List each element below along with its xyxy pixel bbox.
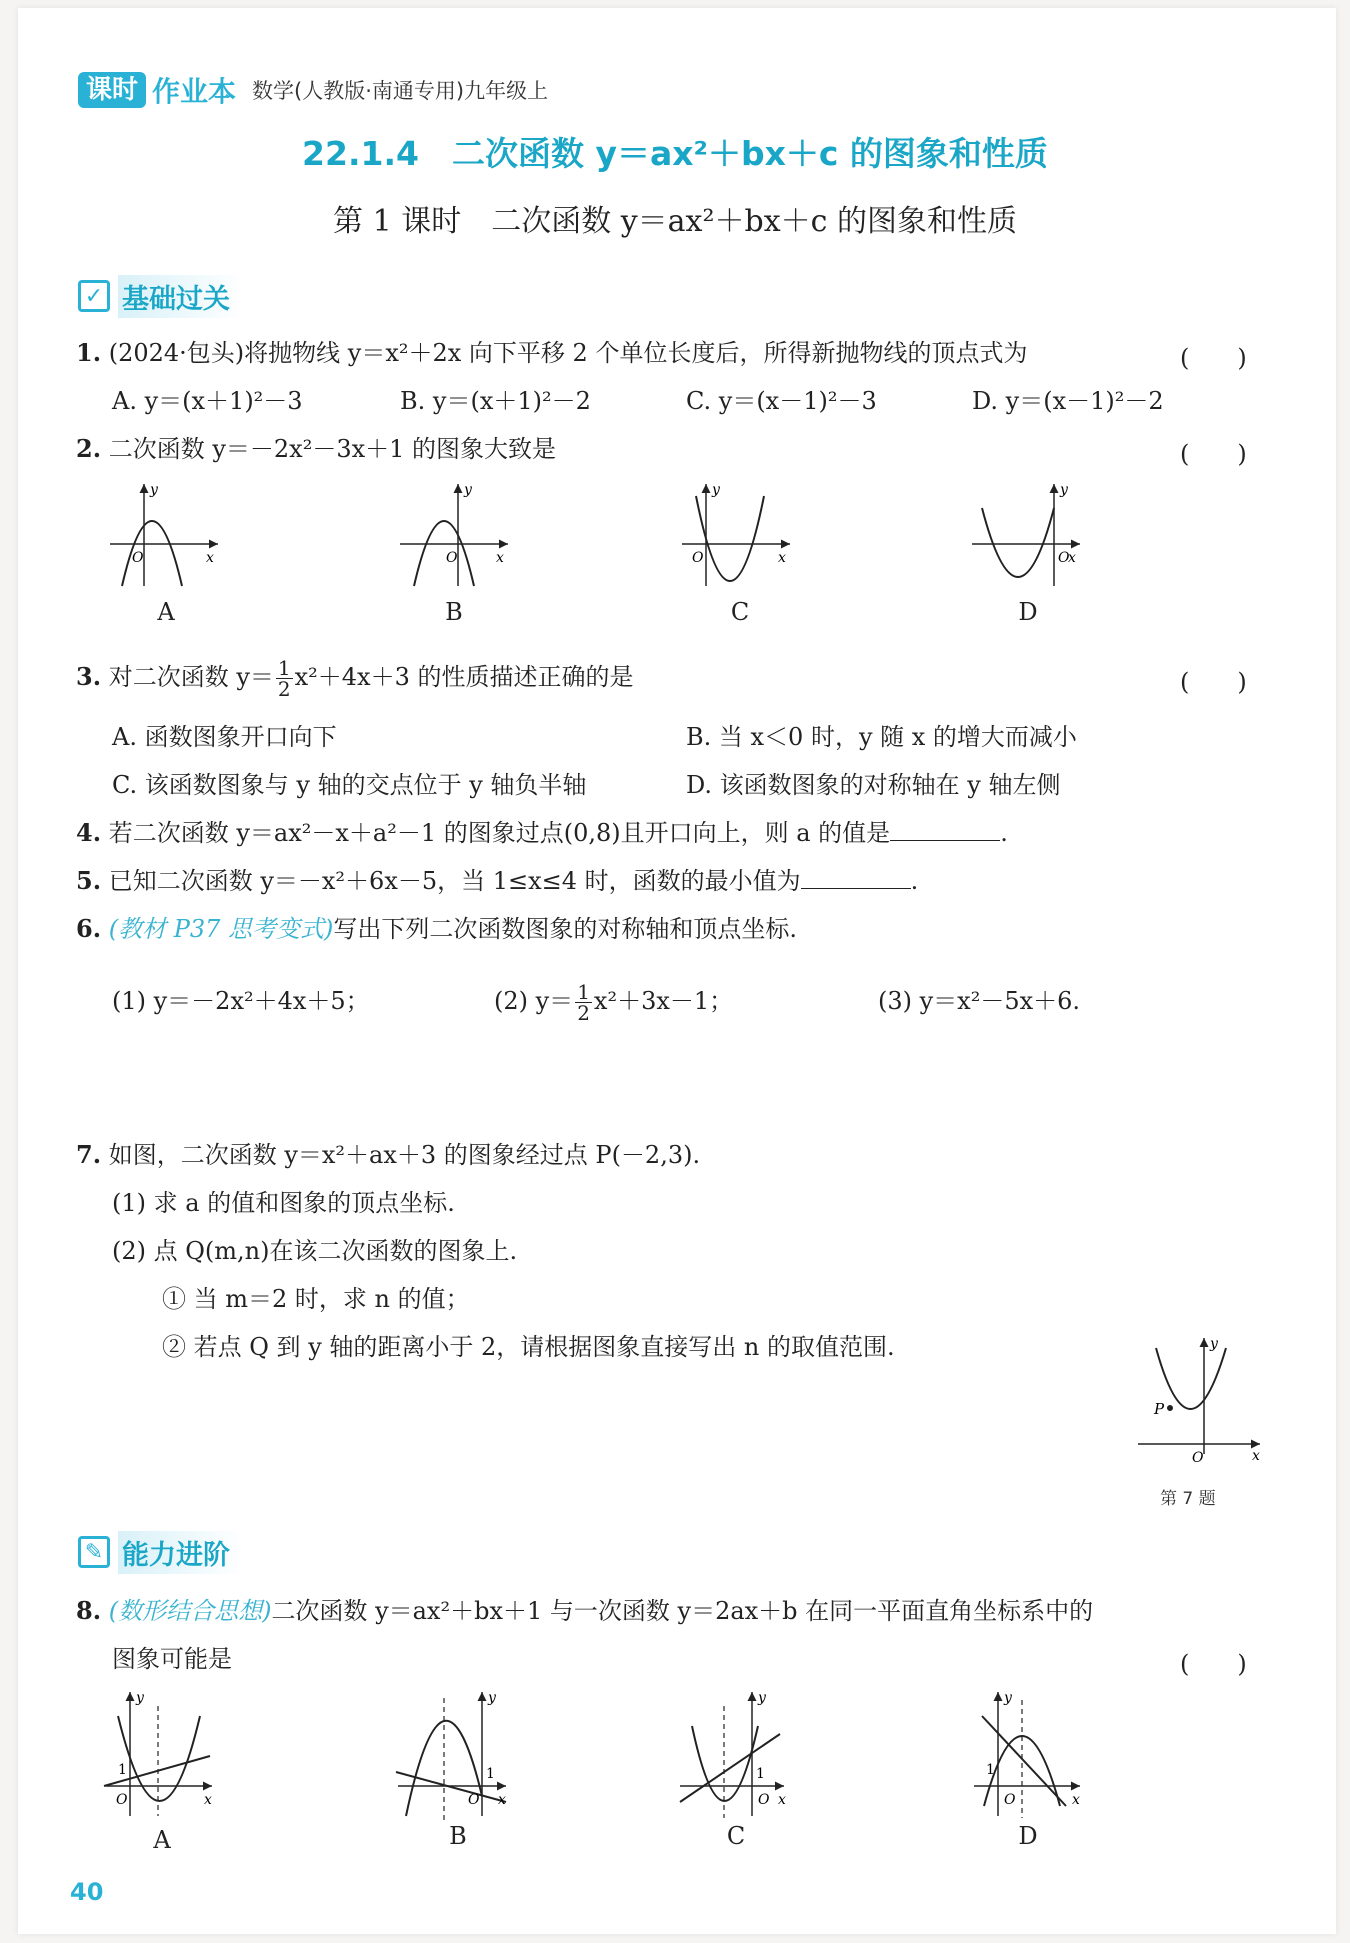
question-text: (2024·包头)将抛物线 y＝x²＋2x 向下平移 2 个单位长度后，所得新抛物线的顶点式为 [108,339,1028,367]
q2-graphs [100,476,1280,596]
question-text: x²＋4x＋3 的性质描述正确的是 [294,663,634,691]
question-number: 4. [76,818,102,847]
axis-x-label: x [1072,1792,1080,1808]
q7-figure [1130,1330,1270,1470]
q7-sub-2b: ② 若点 Q 到 y 轴的距离小于 2，请根据图象直接写出 n 的取值范围. [162,1333,895,1361]
answer-blank[interactable] [801,866,911,889]
page-number: 40 [70,1878,104,1906]
axis-x-label: x [778,550,786,566]
question-text: 对二次函数 y＝ [108,663,274,691]
question-text: 写出下列二次函数图象的对称轴和顶点坐标. [333,915,798,943]
fraction-numerator: 1 [277,656,291,680]
graph-label-c: C [726,1822,746,1850]
question-number: 8. [76,1596,102,1625]
q7-sub-1: (1) 求 a 的值和图象的顶点坐标. [112,1189,455,1217]
q2-graph-c [682,482,790,586]
section-advanced-heading [78,1532,244,1572]
q3-option-d: D. 该函数图象的对称轴在 y 轴左侧 [686,771,1061,799]
q6-part-3: (3) y＝x²－5x＋6. [878,987,1081,1015]
graph-label-a: A [157,598,175,626]
q1-option-d: D. y＝(x－1)²－2 [972,387,1164,415]
section-title: 22.1.4 二次函数 y＝ax²＋bx＋c 的图象和性质 [302,134,1048,173]
tick-one-label: 1 [486,1766,495,1782]
axis-y-label: y [136,1690,144,1706]
axis-x-label: x [1252,1448,1260,1464]
part-text: x²＋3x－1； [593,987,734,1015]
question-text: 如图，二次函数 y＝x²＋ax＋3 的图象经过点 P(－2,3). [108,1141,701,1169]
q8-graph-b [396,1690,506,1820]
question-4 [76,818,1008,848]
origin-label: O [116,1792,128,1808]
question-8 [76,1596,1093,1626]
question-number: 5. [76,866,102,895]
question-1 [76,338,1027,368]
origin-label: O [1058,550,1070,566]
question-text: 已知二次函数 y＝－x²＋6x－5，当 1≤x≤4 时，函数的最小值为 [108,867,801,895]
q7-sub-2: (2) 点 Q(m,n)在该二次函数的图象上. [112,1237,518,1265]
book-subtitle: 数学(人教版·南通专用)九年级上 [252,79,549,103]
q6-part-2 [494,978,733,1024]
axis-y-label: y [758,1690,766,1706]
axis-x-label: x [778,1792,786,1808]
axis-x-label: x [498,1792,506,1808]
axis-y-label: y [1004,1690,1012,1706]
q2-graph-d [972,482,1080,586]
axis-x-label: x [496,550,504,566]
question-5 [76,866,918,896]
question-text: 若二次函数 y＝ax²－x＋a²－1 的图象过点(0,8)且开口向上，则 a 的值是 [108,819,891,847]
checkbox-icon: ✓ [78,280,110,312]
q8-graph-c [680,1690,786,1818]
question-text: 二次函数 y＝－2x²－3x＋1 的图象大致是 [108,435,557,463]
q8-graph-a [104,1690,212,1816]
q1-option-a: A. y＝(x＋1)²－3 [112,387,303,415]
graph-label-d: D [1018,598,1038,626]
origin-label: O [758,1792,770,1808]
logo-text: 作业本 [152,75,237,108]
q3-option-b: B. 当 x＜0 时，y 随 x 的增大而减小 [686,723,1077,751]
tick-one-label: 1 [986,1762,995,1778]
fraction-denominator: 2 [277,677,291,701]
q6-part-1: (1) y＝－2x²＋4x＋5； [112,987,370,1015]
q1-option-b: B. y＝(x＋1)²－2 [400,387,591,415]
graph-label-b: B [445,598,463,626]
question-tip: (教材 P37 思考变式) [108,915,334,943]
question-text: 二次函数 y＝ax²＋bx＋1 与一次函数 y＝2ax＋b 在同一平面直角坐标系中的 [271,1597,1094,1625]
q3-option-c: C. 该函数图象与 y 轴的交点位于 y 轴负半轴 [112,771,587,799]
q2-graph-b [400,482,508,586]
origin-label: O [692,550,704,566]
q3-option-a: A. 函数图象开口向下 [112,723,337,751]
question-number: 7. [76,1140,102,1169]
question-number: 2. [76,434,102,463]
fraction-denominator: 2 [577,1001,590,1025]
origin-label: O [132,550,144,566]
axis-y-label: y [464,482,472,498]
question-2 [76,434,556,464]
fraction [575,982,592,1023]
graph-label-d: D [1018,1822,1038,1850]
axis-x-label: x [204,1792,212,1808]
answer-paren: ( ) [1180,668,1247,696]
axis-y-label: y [1060,482,1068,498]
axis-x-label: x [1068,550,1076,566]
axis-y-label: y [488,1690,496,1706]
header [78,72,548,108]
answer-paren: ( ) [1180,344,1247,372]
question-3 [76,654,633,700]
section-basic-label: 基础过关 [118,275,244,318]
section-basic-heading [78,276,244,316]
question-end: . [1000,819,1008,847]
q2-graph-a [110,482,218,586]
answer-paren: ( ) [1180,1650,1247,1678]
axis-x-label: x [206,550,214,566]
graph-label-a: A [153,1826,171,1854]
fraction [276,658,293,699]
answer-paren: ( ) [1180,440,1247,468]
tick-one-label: 1 [756,1766,765,1782]
origin-label: O [1192,1450,1204,1466]
answer-blank[interactable] [890,818,1000,841]
axis-y-label: y [150,482,158,498]
question-number: 6. [76,914,102,943]
pencil-icon: ✎ [78,1536,110,1568]
part-text: (2) y＝ [494,987,574,1015]
question-tip: (数形结合思想) [108,1597,272,1625]
tick-one-label: 1 [118,1762,127,1778]
fraction-numerator: 1 [577,980,590,1004]
lesson-title: 第 1 课时 二次函数 y＝ax²＋bx＋c 的图象和性质 [333,204,1017,239]
question-end: . [910,867,919,895]
origin-label: O [1004,1792,1016,1808]
question-7 [76,1140,700,1170]
q8-graphs [100,1686,1280,1826]
q7-sub-2a: ① 当 m＝2 时，求 n 的值； [162,1285,470,1313]
question-8-cont: 图象可能是 [112,1645,232,1673]
axis-y-label: y [1210,1336,1218,1352]
question-number: 1. [76,338,102,367]
q7-figure-caption: 第 7 题 [1160,1489,1216,1509]
graph-label-c: C [730,598,750,626]
q8-graph-d [974,1690,1080,1818]
q1-option-c: C. y＝(x－1)²－3 [686,387,877,415]
logo-box: 课时 [78,72,146,108]
origin-label: O [468,1792,480,1808]
question-6 [76,914,797,944]
axis-y-label: y [712,482,720,498]
question-number: 3. [76,662,102,691]
point-p-label: P [1154,1400,1165,1418]
origin-label: O [446,550,458,566]
section-advanced-label: 能力进阶 [118,1531,244,1574]
graph-label-b: B [449,1822,467,1850]
